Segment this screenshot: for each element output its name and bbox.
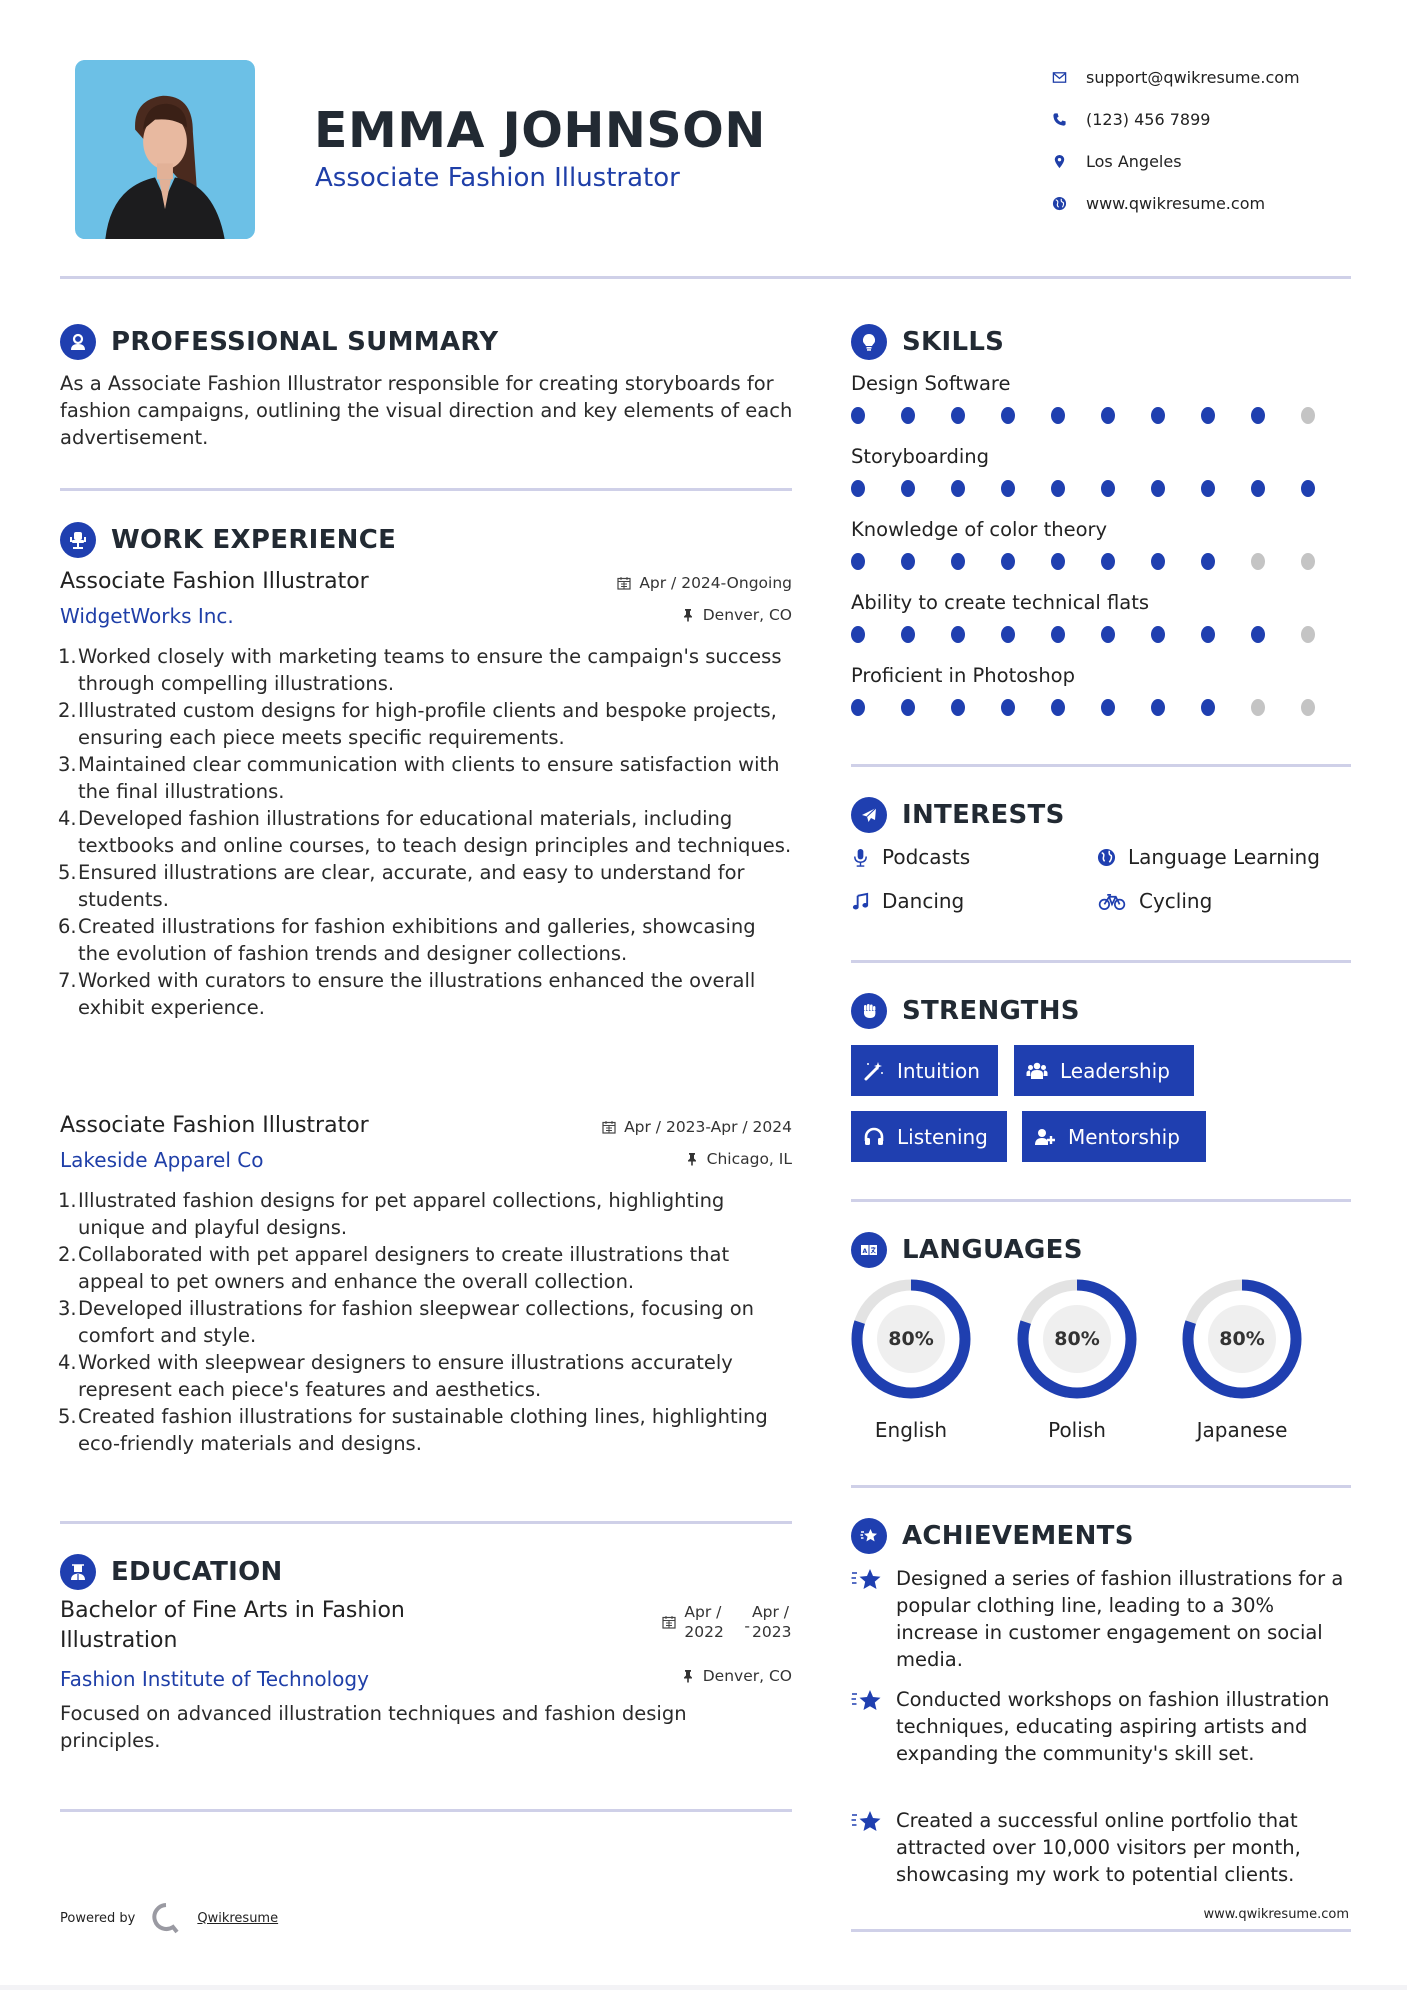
skill-label: Proficient in Photoshop bbox=[851, 664, 1075, 687]
music-note-icon bbox=[851, 892, 870, 911]
rating-dot-filled bbox=[1051, 553, 1065, 570]
achievements-heading bbox=[851, 1518, 1134, 1554]
rating-dot-filled bbox=[1001, 626, 1015, 643]
rating-dot-filled bbox=[1201, 407, 1215, 424]
qwikresume-link[interactable]: Qwikresume bbox=[197, 1910, 279, 1926]
rating-dot-filled bbox=[1251, 626, 1265, 643]
fist-icon bbox=[851, 993, 887, 1029]
skill-rating bbox=[851, 407, 1351, 425]
rating-dot-filled bbox=[951, 553, 965, 570]
powered-by bbox=[60, 1902, 278, 1934]
rating-dot-filled bbox=[1151, 480, 1165, 497]
job-entry bbox=[60, 1111, 792, 1457]
school-name: Fashion Institute of Technology bbox=[60, 1667, 369, 1691]
language-percent: 80% bbox=[1054, 1328, 1100, 1350]
rating-dot-filled bbox=[1201, 480, 1215, 497]
job-bullet: 3. Maintained clear communication with clients to ensure satisfaction with the final illustrations. bbox=[58, 753, 780, 803]
graduate-icon bbox=[60, 1554, 96, 1590]
strength-chip bbox=[851, 1045, 998, 1096]
language-item bbox=[1180, 1278, 1304, 1442]
education-entry bbox=[60, 1596, 792, 1754]
job-bullet: 1. Worked closely with marketing teams to ensure the campaign's success through compelling illustrations. bbox=[58, 645, 782, 695]
star-icon bbox=[851, 1567, 883, 1593]
strength-label: Leadership bbox=[1060, 1058, 1170, 1083]
envelope-icon bbox=[1050, 70, 1086, 85]
rating-dot-filled bbox=[851, 480, 865, 497]
rating-dot-filled bbox=[1101, 480, 1115, 497]
language-percent: 80% bbox=[1219, 1328, 1265, 1350]
rating-dot-filled bbox=[1201, 626, 1215, 643]
achievement-text: Conducted workshops on fashion illustration techniques, educating aspiring artists and expanding the community's skill set. bbox=[896, 1688, 1330, 1765]
education-title: EDUCATION bbox=[111, 1557, 283, 1587]
bicycle-icon bbox=[1097, 892, 1127, 911]
job-location-text: Chicago, IL bbox=[706, 1150, 792, 1168]
achievements-title: ACHIEVEMENTS bbox=[902, 1521, 1134, 1551]
rating-dot-filled bbox=[901, 480, 915, 497]
interests-title: INTERESTS bbox=[902, 800, 1065, 830]
education-description: Focused on advanced illustration techniques and fashion design principles. bbox=[60, 1702, 687, 1752]
svg-text:A: A bbox=[862, 1248, 868, 1255]
skills-divider bbox=[851, 764, 1351, 767]
pushpin-icon bbox=[681, 1669, 695, 1683]
job-bullet: 1. Illustrated fashion designs for pet apparel collections, highlighting unique and playful designs. bbox=[58, 1189, 725, 1239]
experience-heading bbox=[60, 522, 396, 558]
rating-dot-filled bbox=[901, 626, 915, 643]
rating-dot-filled bbox=[851, 553, 865, 570]
rating-dot-filled bbox=[901, 699, 915, 716]
job-bullet: 5. Ensured illustrations are clear, accurate, and easy to understand for students. bbox=[58, 861, 745, 911]
education-location bbox=[681, 1667, 792, 1685]
contact-location-text: Los Angeles bbox=[1086, 151, 1182, 171]
skill-rating bbox=[851, 626, 1351, 644]
job-bullet: 2. Collaborated with pet apparel designers to create illustrations that appeal to pet owners and enhance the overall collection. bbox=[58, 1243, 730, 1293]
star-badge-icon bbox=[851, 1518, 887, 1554]
contact-email[interactable] bbox=[1050, 56, 1300, 98]
language-label: Polish bbox=[1048, 1418, 1106, 1442]
rating-dot-filled bbox=[1301, 480, 1315, 497]
job-bullets bbox=[60, 1187, 792, 1457]
star-icon bbox=[851, 1688, 883, 1714]
calendar-icon bbox=[662, 1615, 676, 1629]
education-divider bbox=[60, 1809, 792, 1812]
strength-label: Mentorship bbox=[1068, 1124, 1180, 1149]
strength-chip bbox=[1022, 1111, 1206, 1162]
candidate-title: Associate Fashion Illustrator bbox=[315, 163, 680, 193]
calendar-icon bbox=[602, 1120, 616, 1134]
job-dates bbox=[617, 574, 792, 592]
languages-heading bbox=[851, 1232, 1083, 1268]
map-pin-icon bbox=[1050, 154, 1086, 169]
strength-label: Listening bbox=[897, 1124, 988, 1149]
skill-item bbox=[851, 588, 1351, 644]
profile-photo bbox=[75, 60, 255, 239]
languages-title: LANGUAGES bbox=[902, 1235, 1083, 1265]
skill-item bbox=[851, 515, 1351, 571]
rating-dot-empty bbox=[1251, 699, 1265, 716]
rating-dot-filled bbox=[1201, 553, 1215, 570]
rating-dot-filled bbox=[1151, 553, 1165, 570]
microphone-icon bbox=[851, 848, 870, 867]
strength-chip bbox=[1014, 1045, 1194, 1096]
skill-label: Design Software bbox=[851, 372, 1011, 395]
powered-by-label: Powered by bbox=[60, 1910, 136, 1926]
job-bullet: 5. Created fashion illustrations for sustainable clothing lines, highlighting eco-friendly materials and designs. bbox=[58, 1405, 768, 1455]
rating-dot-filled bbox=[851, 407, 865, 424]
job-company: Lakeside Apparel Co bbox=[60, 1148, 264, 1172]
job-bullet: 4. Developed fashion illustrations for educational materials, including textbooks and online courses, to teach design principles and techniques. bbox=[58, 807, 792, 857]
skill-item bbox=[851, 442, 1351, 498]
language-item bbox=[849, 1278, 973, 1442]
education-dates bbox=[662, 1602, 792, 1642]
education-end: Apr / 2023 bbox=[752, 1603, 792, 1641]
job-dates-text: Apr / 2024-Ongoing bbox=[639, 574, 792, 592]
rating-dot-filled bbox=[1151, 407, 1165, 424]
rating-dot-filled bbox=[1101, 699, 1115, 716]
rating-dot-filled bbox=[1151, 699, 1165, 716]
job-title: Associate Fashion Illustrator bbox=[60, 1113, 369, 1138]
rating-dot-empty bbox=[1301, 699, 1315, 716]
job-location bbox=[681, 606, 792, 624]
candidate-name: EMMA JOHNSON bbox=[314, 102, 766, 159]
rating-dot-filled bbox=[1201, 699, 1215, 716]
job-bullet: 2. Illustrated custom designs for high-profile clients and bespoke projects, ensuring each piece meets specific requirements. bbox=[58, 699, 777, 749]
skills-heading bbox=[851, 324, 1004, 360]
users-icon bbox=[1026, 1060, 1048, 1082]
rating-dot-filled bbox=[901, 553, 915, 570]
skills-title: SKILLS bbox=[902, 327, 1005, 357]
education-location-text: Denver, CO bbox=[702, 1667, 792, 1685]
person-portrait-icon bbox=[75, 60, 255, 239]
header-divider bbox=[60, 276, 1351, 279]
strength-label: Intuition bbox=[897, 1058, 980, 1083]
degree-title: Bachelor of Fine Arts in Fashion Illustration bbox=[60, 1598, 405, 1653]
contact-website[interactable] bbox=[1050, 182, 1300, 224]
skill-rating bbox=[851, 699, 1351, 717]
rating-dot-filled bbox=[951, 626, 965, 643]
rating-dot-filled bbox=[1001, 407, 1015, 424]
globe-icon bbox=[1050, 196, 1086, 211]
job-entry bbox=[60, 567, 792, 1021]
languages-divider bbox=[851, 1485, 1351, 1488]
summary-heading bbox=[60, 324, 498, 360]
contact-website-text: www.qwikresume.com bbox=[1086, 193, 1266, 213]
interest-item bbox=[851, 889, 964, 913]
language-label: Japanese bbox=[1196, 1418, 1288, 1442]
rating-dot-filled bbox=[1051, 407, 1065, 424]
rating-dot-filled bbox=[1051, 480, 1065, 497]
rating-dot-filled bbox=[1251, 480, 1265, 497]
summary-divider bbox=[60, 488, 792, 491]
footer-site[interactable]: www.qwikresume.com bbox=[1203, 1907, 1349, 1922]
interest-label: Dancing bbox=[882, 889, 965, 913]
skill-label: Storyboarding bbox=[851, 445, 989, 468]
translate-icon bbox=[851, 1232, 887, 1268]
skill-item bbox=[851, 661, 1351, 717]
rating-dot-filled bbox=[851, 626, 865, 643]
rating-dot-filled bbox=[1001, 699, 1015, 716]
headphones-icon bbox=[863, 1126, 885, 1148]
job-company: WidgetWorks Inc. bbox=[60, 604, 234, 628]
language-progress-ring bbox=[1181, 1278, 1303, 1400]
qwikresume-logo-icon bbox=[151, 1902, 181, 1934]
rating-dot-filled bbox=[1051, 699, 1065, 716]
user-plus-icon bbox=[1034, 1126, 1056, 1148]
interest-label: Language Learning bbox=[1128, 845, 1320, 869]
phone-icon bbox=[1050, 112, 1086, 127]
rating-dot-filled bbox=[1151, 626, 1165, 643]
language-label: English bbox=[874, 1418, 948, 1442]
globe-icon bbox=[1097, 848, 1116, 867]
contact-email-text: support@qwikresume.com bbox=[1086, 67, 1300, 87]
achievement-item bbox=[851, 1686, 1351, 1767]
summary-text: As a Associate Fashion Illustrator responsible for creating storyboards for fashion campaigns, outlining the visual direction and key elements of each advertisement. bbox=[60, 372, 793, 449]
language-progress-ring bbox=[850, 1278, 972, 1400]
experience-divider bbox=[60, 1521, 792, 1524]
interest-item bbox=[851, 845, 970, 869]
interest-label: Cycling bbox=[1139, 889, 1213, 913]
contact-location bbox=[1050, 140, 1300, 182]
page-bottom-edge bbox=[0, 1985, 1407, 1990]
education-date-separator: - bbox=[744, 1617, 750, 1635]
strengths-heading bbox=[851, 993, 1080, 1029]
job-dates bbox=[602, 1118, 792, 1136]
rating-dot-filled bbox=[951, 480, 965, 497]
experience-title: WORK EXPERIENCE bbox=[111, 525, 397, 555]
achievement-text: Created a successful online portfolio that attracted over 10,000 visitors per month, showcasing my work to potential clients. bbox=[896, 1809, 1301, 1886]
language-percent: 80% bbox=[888, 1328, 934, 1350]
rating-dot-filled bbox=[1051, 626, 1065, 643]
rating-dot-empty bbox=[1301, 626, 1315, 643]
office-chair-icon bbox=[60, 522, 96, 558]
pushpin-icon bbox=[685, 1152, 699, 1166]
rating-dot-filled bbox=[1001, 480, 1015, 497]
paper-plane-icon bbox=[851, 797, 887, 833]
interests-divider bbox=[851, 960, 1351, 963]
job-location-text: Denver, CO bbox=[702, 606, 792, 624]
rating-dot-filled bbox=[851, 699, 865, 716]
rating-dot-empty bbox=[1301, 553, 1315, 570]
footer-divider bbox=[851, 1929, 1351, 1932]
job-bullet: 6. Created illustrations for fashion exhibitions and galleries, showcasing the evolution of fashion trends and designer collections. bbox=[58, 915, 756, 965]
strengths-title: STRENGTHS bbox=[902, 996, 1080, 1026]
interest-item bbox=[1097, 889, 1212, 913]
calendar-icon bbox=[617, 576, 631, 590]
strengths-divider bbox=[851, 1199, 1351, 1202]
rating-dot-filled bbox=[1101, 626, 1115, 643]
job-dates-text: Apr / 2023-Apr / 2024 bbox=[624, 1118, 792, 1136]
rating-dot-filled bbox=[901, 407, 915, 424]
job-bullet: 7. Worked with curators to ensure the illustrations enhanced the overall exhibit experience. bbox=[58, 969, 756, 1019]
skill-item bbox=[851, 369, 1351, 425]
rating-dot-empty bbox=[1251, 553, 1265, 570]
interest-item bbox=[1097, 845, 1320, 869]
contact-phone-text: (123) 456 7899 bbox=[1086, 109, 1211, 129]
skill-label: Ability to create technical flats bbox=[851, 591, 1150, 614]
job-bullet: 4. Worked with sleepwear designers to ensure illustrations accurately represent each piece's features and aesthetics. bbox=[58, 1351, 733, 1401]
rating-dot-filled bbox=[951, 407, 965, 424]
rating-dot-filled bbox=[1101, 553, 1115, 570]
lightbulb-icon bbox=[851, 324, 887, 360]
rating-dot-filled bbox=[1251, 407, 1265, 424]
interest-label: Podcasts bbox=[882, 845, 971, 869]
rating-dot-filled bbox=[951, 699, 965, 716]
interests-heading bbox=[851, 797, 1065, 833]
rating-dot-filled bbox=[1101, 407, 1115, 424]
language-progress-ring bbox=[1016, 1278, 1138, 1400]
rating-dot-empty bbox=[1301, 407, 1315, 424]
contact-list bbox=[1050, 56, 1300, 224]
job-title: Associate Fashion Illustrator bbox=[60, 569, 369, 594]
skill-label: Knowledge of color theory bbox=[851, 518, 1108, 541]
achievement-text: Designed a series of fashion illustrations for a popular clothing line, leading to a 30% increase in customer engagement on social media. bbox=[896, 1567, 1344, 1671]
magic-wand-icon bbox=[863, 1060, 885, 1082]
contact-phone[interactable] bbox=[1050, 98, 1300, 140]
job-location bbox=[685, 1150, 792, 1168]
education-heading bbox=[60, 1554, 283, 1590]
strength-chip bbox=[851, 1111, 1007, 1162]
rating-dot-filled bbox=[1001, 553, 1015, 570]
pushpin-icon bbox=[681, 608, 695, 622]
star-icon bbox=[851, 1809, 883, 1835]
user-icon bbox=[60, 324, 96, 360]
skill-rating bbox=[851, 553, 1351, 571]
job-bullets bbox=[60, 643, 792, 1021]
job-bullet: 3. Developed illustrations for fashion sleepwear collections, focusing on comfort and style. bbox=[58, 1297, 755, 1347]
achievement-item bbox=[851, 1807, 1351, 1888]
achievement-item bbox=[851, 1565, 1351, 1673]
education-start: Apr / 2022 bbox=[684, 1603, 724, 1641]
summary-title: PROFESSIONAL SUMMARY bbox=[111, 327, 499, 357]
language-item bbox=[1015, 1278, 1139, 1442]
skill-rating bbox=[851, 480, 1351, 498]
